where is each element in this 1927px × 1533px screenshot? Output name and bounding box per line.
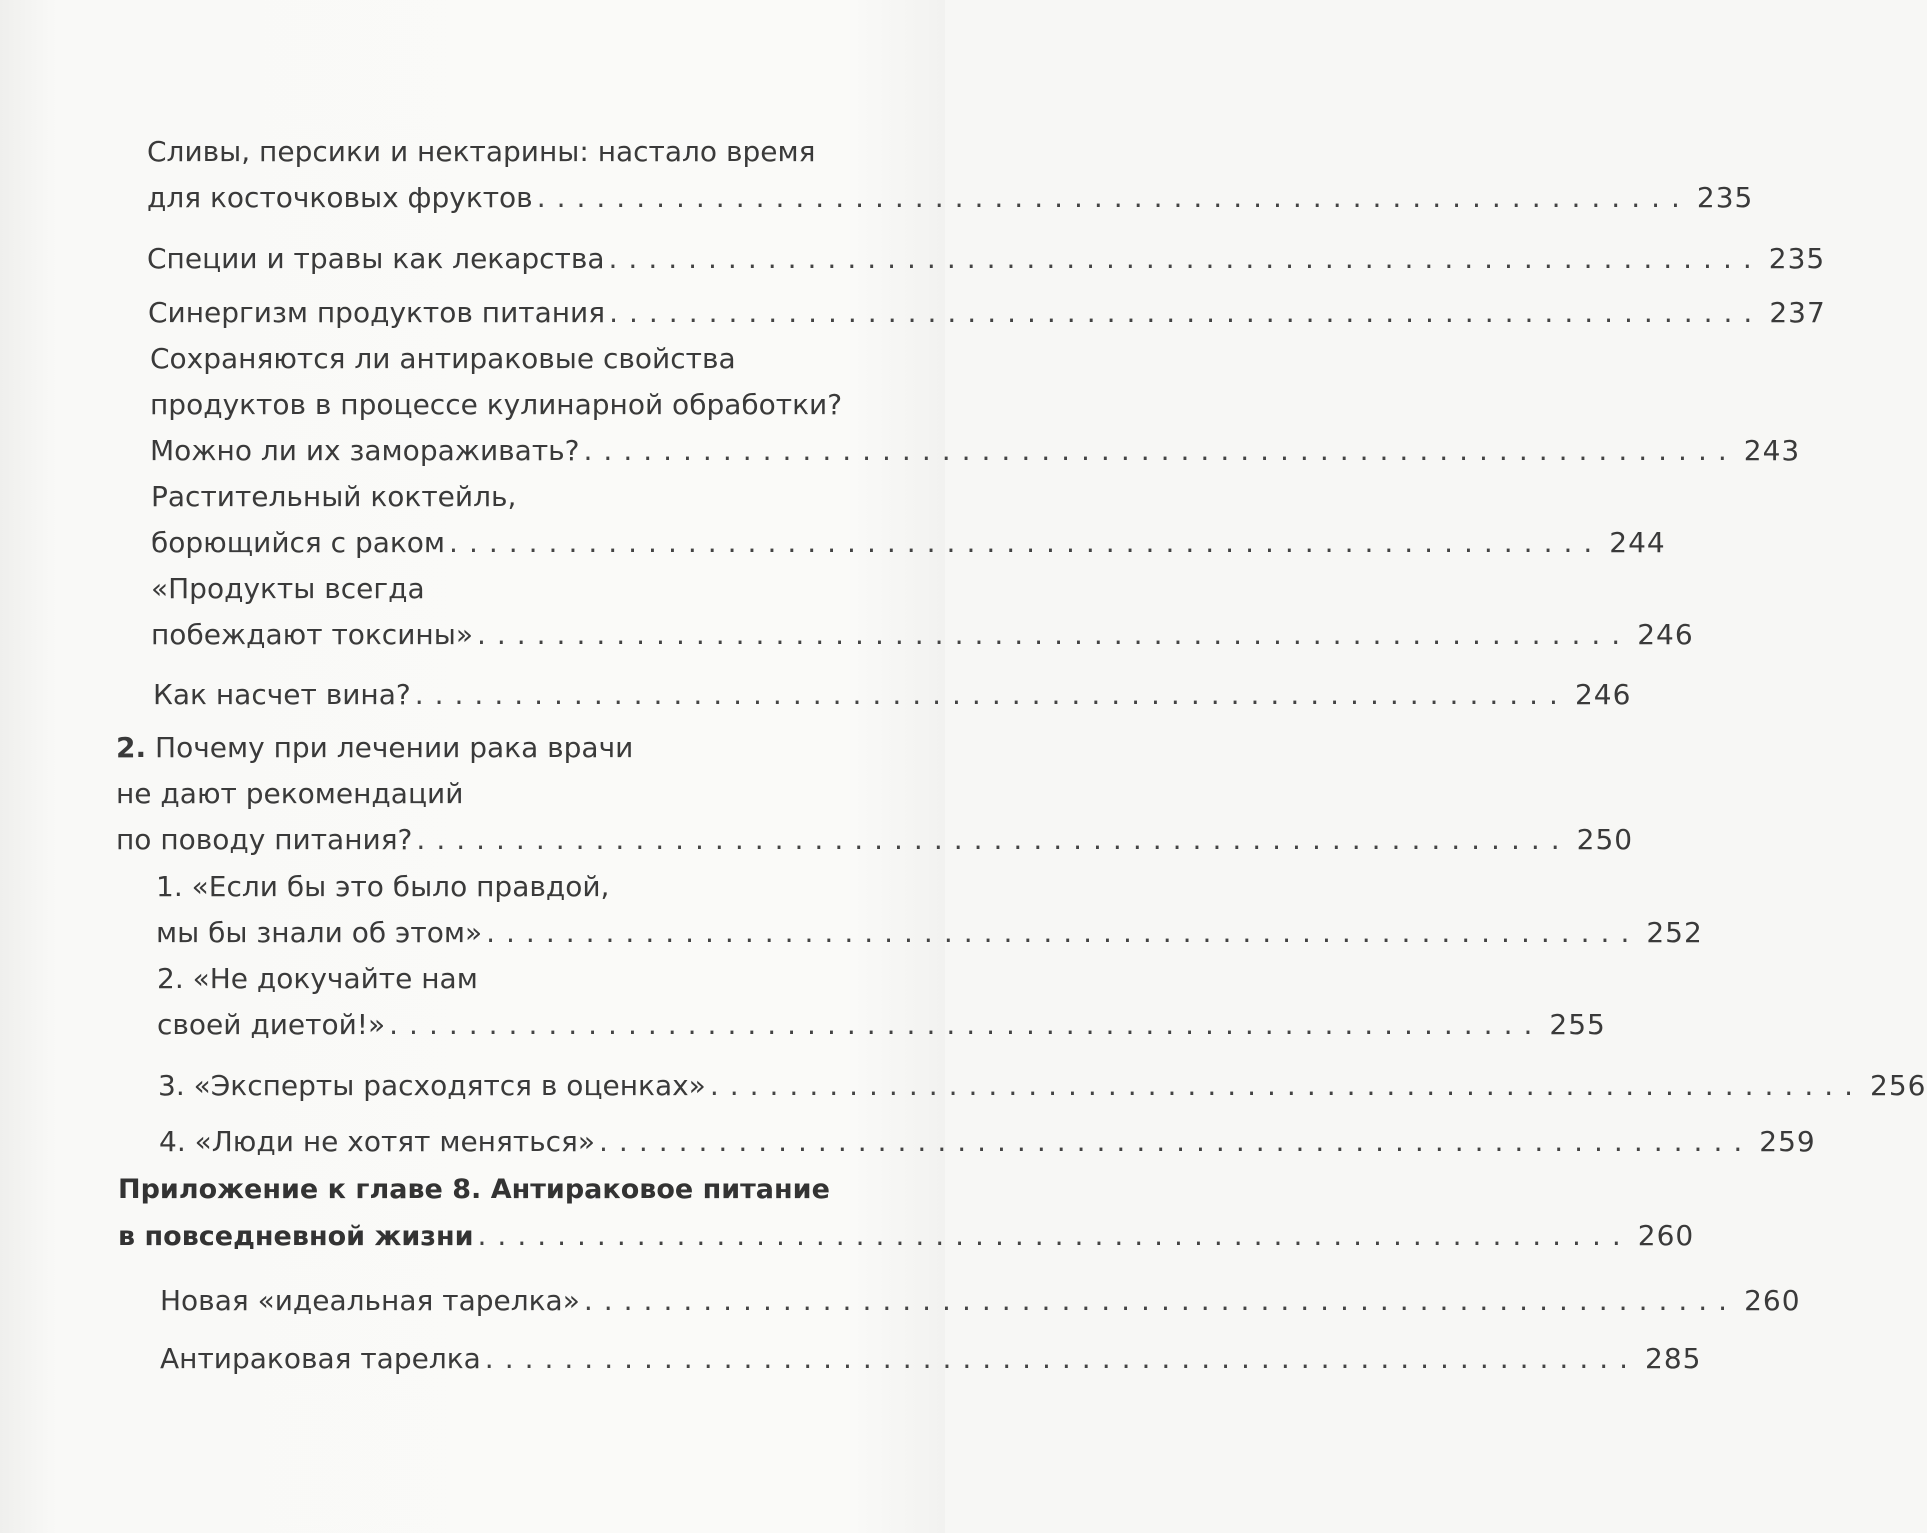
toc-entry-title-line: 3. «Эксперты расходятся в оценках» [158,1069,706,1102]
toc-entry-section-2 [116,725,1634,863]
page-number: 260 [1637,1219,1695,1252]
dot-leader: .......................................................... [416,823,1571,856]
toc-entry-title-line: побеждают токсины» [151,618,473,651]
dot-leader: .......................................................... [449,526,1604,559]
toc-entry-title-line: Антираковая тарелка [160,1342,481,1375]
toc-entry-title-line: Растительный коктейль, [151,480,517,513]
dot-leader: .......................................................... [484,1342,1640,1375]
dot-leader: .......................................................... [609,296,1764,329]
toc-entry-title-line: Как насчет вина? [153,678,411,711]
dot-leader: .......................................................... [389,1008,1544,1041]
page-number: 235 [1696,181,1754,214]
toc-entry-title-line: 1. «Если бы это было правдой, [156,870,610,903]
page-number: 250 [1576,823,1634,856]
toc-entry-title-line: Новая «идеальная тарелка» [160,1284,580,1317]
page-number: 244 [1609,526,1666,559]
toc-entry-title-line: продуктов в процессе кулинарной обработки? [150,388,843,421]
toc-entry-spices [147,236,1826,282]
toc-entry-anticancer-plate [160,1336,1702,1382]
toc-entry-title-line: 4. «Люди не хотят меняться» [159,1125,596,1158]
toc-entry-title-line: 2. «Не докучайте нам [157,962,478,995]
toc-entry-title-line: Синергизм продуктов питания [148,296,606,329]
toc-entry-title-line: Сохраняются ли антираковые свойства [150,342,736,375]
toc-entry-reason-1 [156,864,1703,956]
section-number: 2. [116,731,147,764]
toc-entry-title-line: борющийся с раком [151,526,446,559]
toc-entry-title-line: для косточковых фруктов [147,181,533,214]
toc-entry-title-line: Можно ли их замораживать? [150,434,580,467]
dot-leader: .......................................................... [486,916,1641,949]
page-number: 246 [1574,678,1632,711]
toc-entry-title-line: Почему при лечении рака врачи [146,731,634,764]
toc-entry-reason-4 [159,1119,1816,1165]
toc-entry-reason-2 [157,956,1606,1048]
page-number: 235 [1768,242,1826,275]
page-number: 256 [1870,1069,1927,1102]
dot-leader: .......................................................... [608,242,1763,275]
toc-entry-title-line: Приложение к главе 8. Антираковое питание [118,1174,830,1205]
page-number: 252 [1646,916,1703,949]
toc-entry-title-line: в повседневной жизни [118,1221,474,1252]
page-number: 237 [1769,296,1826,329]
dot-leader: .......................................................... [583,1284,1739,1317]
dot-leader: .......................................................... [583,434,1738,467]
toc-entry-title-line: «Продукты всегда [151,572,425,605]
toc-entry-cooking [150,336,1801,474]
toc-entry-title-line: по поводу питания? [116,823,413,856]
dot-leader: .......................................................... [414,678,1569,711]
page-number: 243 [1743,434,1801,467]
page-number: 260 [1744,1284,1801,1317]
toc-entry-title-line: не дают рекомендаций [116,777,464,810]
page-number: 255 [1549,1008,1606,1041]
toc-entry-cocktail [151,474,1666,566]
toc-entry-reason-3 [158,1063,1927,1109]
toc-entry-wine [153,672,1632,718]
toc-entry-ideal-plate [160,1278,1801,1324]
page-number: 246 [1637,618,1694,651]
toc-entry-synergy [148,290,1826,336]
toc-entry-appendix [118,1167,1695,1260]
dot-leader: .......................................................... [536,181,1691,214]
dot-leader: .......................................................... [477,1219,1632,1252]
dot-leader: .......................................................... [709,1069,1865,1102]
dot-leader: .......................................................... [476,618,1632,651]
toc-entry-title-line: Сливы, персики и нектарины: настало время [147,135,816,168]
page-number: 285 [1645,1342,1702,1375]
dot-leader: .......................................................... [599,1125,1754,1158]
toc-entry-title-line: Специи и травы как лекарства [147,242,605,275]
toc-entry-toxins [151,566,1694,658]
page-number: 259 [1759,1125,1816,1158]
toc-entry-title-line: мы бы знали об этом» [156,916,483,949]
toc-entry-stone-fruits [147,129,1754,221]
toc-entry-title-line: своей диетой!» [157,1008,386,1041]
